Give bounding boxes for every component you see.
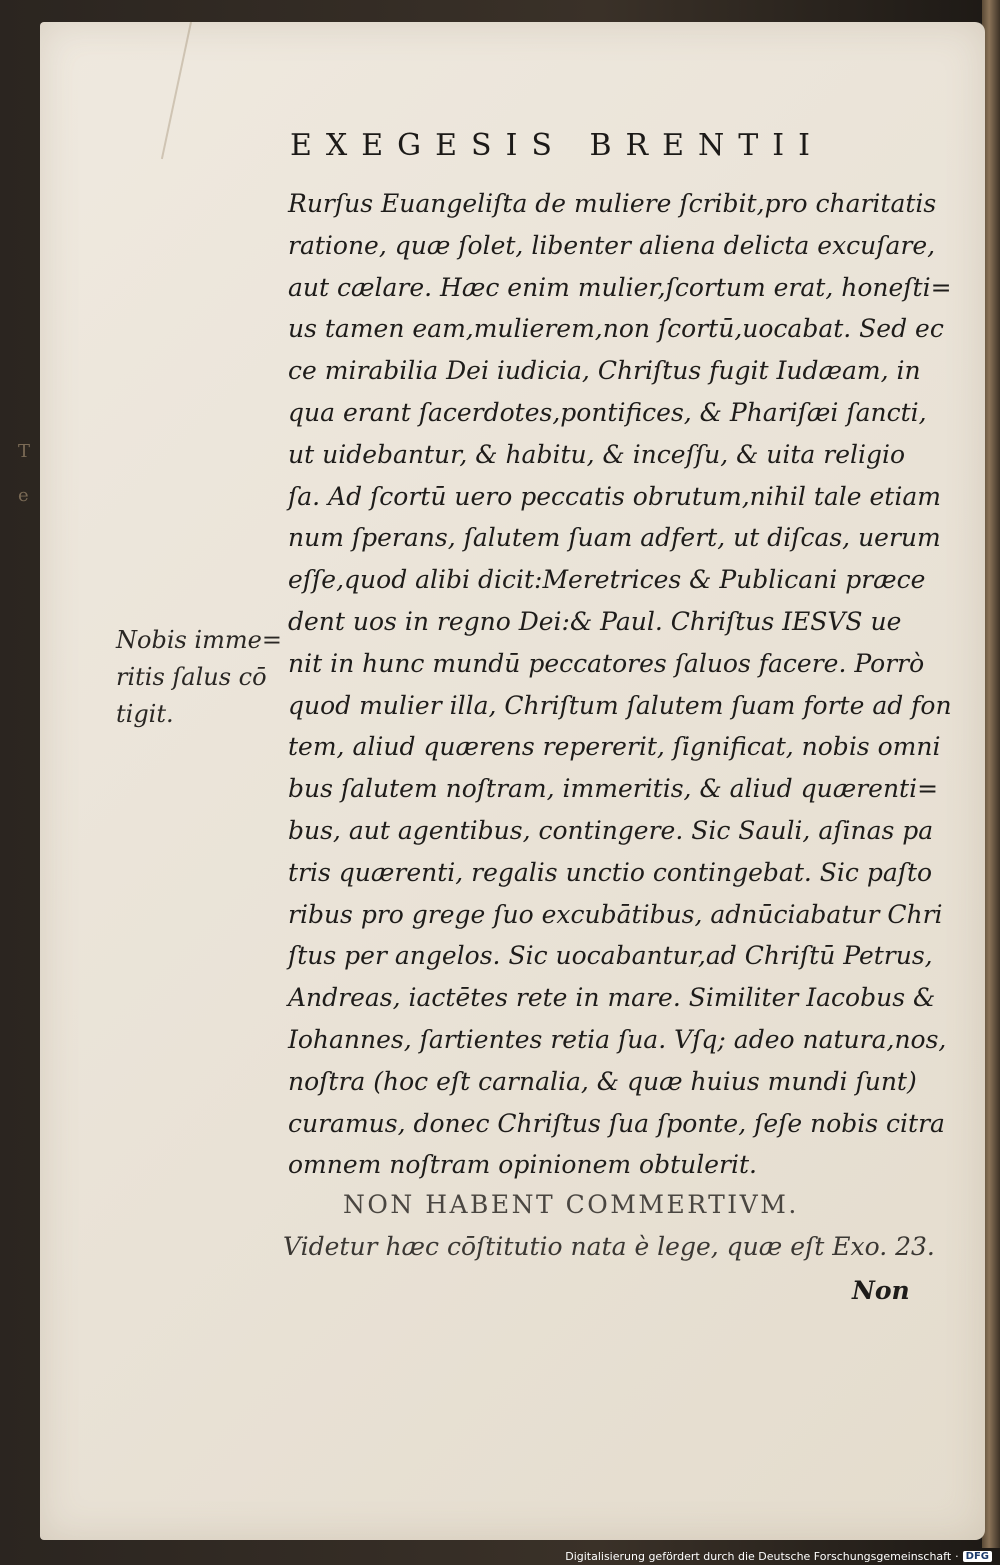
catchword: Non <box>852 1276 910 1305</box>
text-line: nit in hunc mundū peccatores ſaluos facere. Porrò <box>288 648 925 678</box>
text-line: num ſperans, ſalutem ſuam adfert, ut diſcas, uerum <box>288 523 941 553</box>
text-line: noſtra (hoc eſt carnalia, & quæ huius mundi ſunt) <box>288 1066 917 1096</box>
marginal-note <box>116 622 286 733</box>
edge-marks <box>18 430 30 518</box>
running-head: EXEGESIS BRENTII <box>290 128 825 163</box>
dfg-logo: DFG <box>963 1551 992 1562</box>
marginal-line: ritis ſalus cō <box>116 663 267 691</box>
text-line: ratione, quæ ſolet, libenter aliena delicta excuſare, <box>288 230 936 260</box>
text-line: quod mulier illa, Chriſtum ſalutem ſuam forte ad fon <box>288 690 952 720</box>
text-line: ſa. Ad ſcortū uero peccatis obrutum,nihil tale etiam <box>288 481 941 511</box>
text-line: omnem noſtram opinionem obtulerit. <box>288 1150 757 1180</box>
text-line: tem, aliud quærens repererit, ſignificat, nobis omni <box>288 732 941 762</box>
text-line: qua erant ſacerdotes,pontifices, & Phariſæi ſancti, <box>288 397 927 427</box>
credit-text: Digitalisierung gefördert durch die Deutsche Forschungsgemeinschaft <box>565 1550 952 1563</box>
text-line: Rurſus Euangeliſta de muliere ſcribit,pro charitatis <box>288 189 937 218</box>
marginal-line: tigit. <box>116 700 174 728</box>
text-line: aut cælare. Hæc enim mulier,ſcortum erat, honeſti= <box>288 272 952 302</box>
text-line: bus ſalutem noſtram, immeritis, & aliud quærenti= <box>288 774 939 804</box>
text-line: bus, aut agentibus, contingere. Sic Sauli, aſinas pa <box>288 815 934 845</box>
body-text <box>288 183 952 1186</box>
page-fold <box>161 22 192 159</box>
text-line: Andreas, iactētes rete in mare. Similiter Iacobus & <box>288 983 936 1013</box>
section-first-line: Videtur hæc cōſtitutio nata è lege, quæ eſt Exo. 23. <box>283 1232 935 1261</box>
text-line: curamus, donec Chriſtus ſua ſponte, ſeſe nobis citra <box>288 1108 945 1138</box>
text-line: ut uidebantur, & habitu, & inceſſu, & uita religio <box>288 439 906 469</box>
text-line: ſtus per angelos. Sic uocabantur,ad Chriſtū Petrus, <box>288 941 933 971</box>
text-line: ce mirabilia Dei iudicia, Chriſtus fugit Iudæam, in <box>288 356 921 386</box>
edge-mark: T <box>18 441 31 462</box>
separator-dot: · <box>955 1550 959 1563</box>
text-line: dent uos in regno Dei:& Paul. Chriſtus IESVS ue <box>288 606 902 636</box>
text-line: tris quærenti, regalis unctio contingebat. Sic paſto <box>288 857 933 887</box>
marginal-line: Nobis imme= <box>116 626 282 654</box>
text-line: us tamen eam,mulierem,non ſcortū,uocabat. Sed ec <box>288 314 944 344</box>
edge-mark: e <box>18 485 29 506</box>
text-line: ribus pro grege ſuo excubātibus, adnūciabatur Chri <box>288 899 943 929</box>
text-line: eſſe,quod alibi dicit:Meretrices & Publicani præce <box>288 565 926 595</box>
text-line: Iohannes, ſartientes retia ſua. Vſq; adeo natura,nos, <box>288 1024 947 1054</box>
digitization-credit <box>565 1550 992 1563</box>
section-heading: NON HABENT COMMERTIVM. <box>343 1190 799 1219</box>
